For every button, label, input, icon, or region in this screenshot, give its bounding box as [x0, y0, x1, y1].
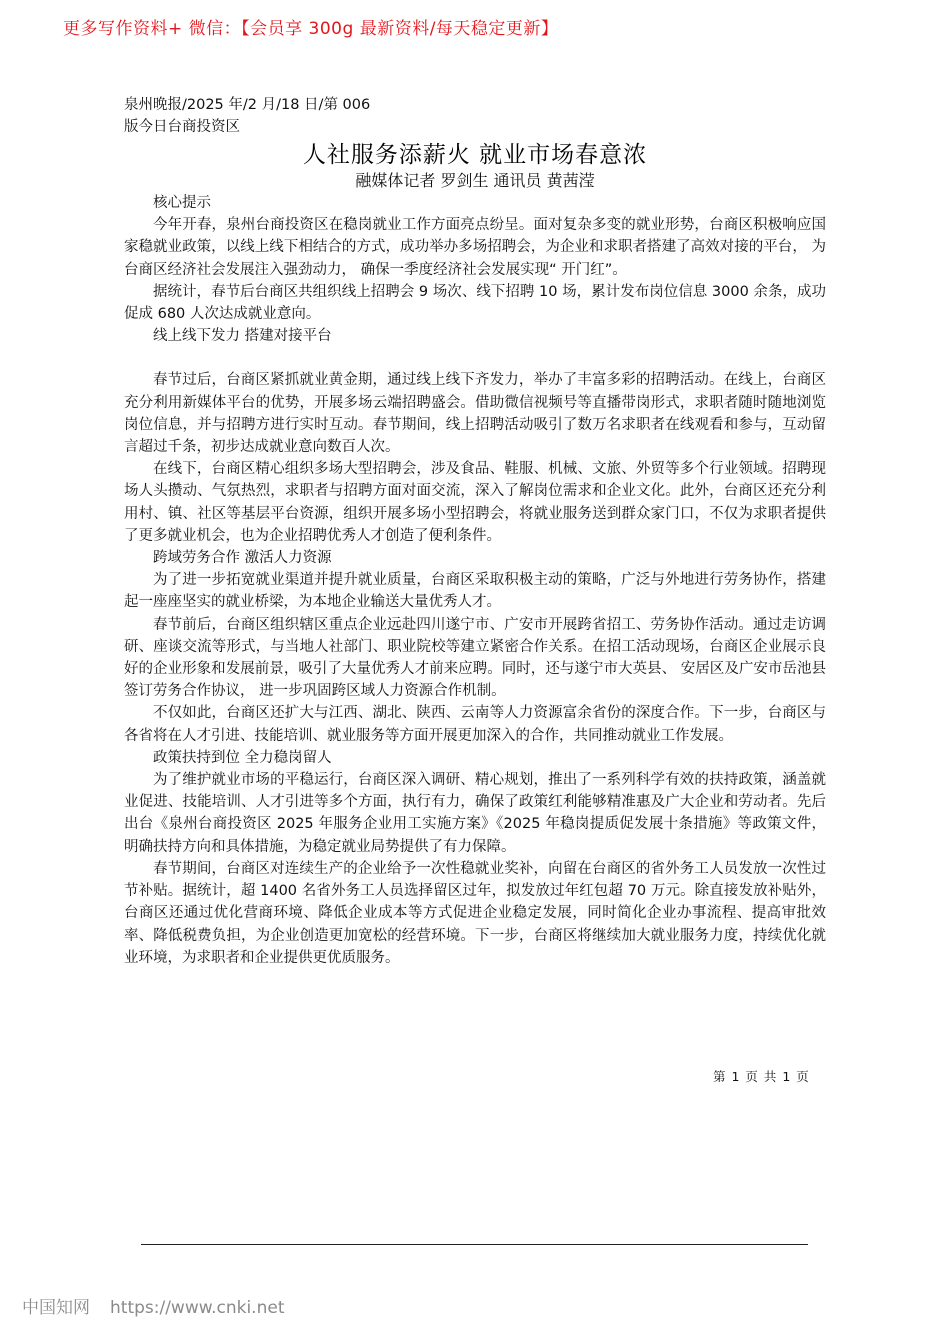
- paragraph: 为了维护就业市场的平稳运行，台商区深入调研、精心规划，推出了一系列科学有效的扶持政策，涵盖就业促进、技能培训、人才引进等多个方面，执行有力，确保了政策红利能够精准惠及广大企业和劳动者。先后出台《泉州台商投资区 2025 年服务企业用工实施方案》《2025 年稳岗提质促发展十条措施》等政策文件，明确扶持方向和具体措施，为稳定就业局势提供了有力保障。: [124, 772, 826, 855]
- page-number: 第 1 页 共 1 页: [713, 1069, 810, 1084]
- article-body: [124, 192, 826, 969]
- source-line: 泉州晚报/2025 年/2 月/18 日/第 006: [124, 97, 371, 113]
- footer-divider: [141, 1244, 808, 1245]
- footer-url[interactable]: https://www.cnki.net: [110, 1298, 285, 1318]
- section-line: 版今日台商投资区: [124, 119, 240, 135]
- section-heading: 政策扶持到位 全力稳岗留人: [153, 749, 332, 766]
- byline: 融媒体记者 罗剑生 通讯员 黄茜滢: [355, 171, 595, 190]
- paragraph: 不仅如此，台商区还扩大与江西、湖北、陕西、云南等人力资源富余省份的深度合作。下一步，台商区与各省将在人才引进、技能培训、就业服务等方面开展更加深入的合作，共同推动就业工作发展。: [124, 705, 826, 744]
- article-title: 人社服务添薪火 就业市场春意浓: [302, 142, 648, 168]
- paragraph: 今年开春，泉州台商投资区在稳岗就业工作方面亮点纷呈。面对复杂多变的就业形势，台商区积极响应国家稳就业政策，以线上线下相结合的方式，成功举办多场招聘会，为企业和求职者搭建了高效对接的平台， 为台商区经济社会发展注入强劲动力， 确保一季度经济社会发展实现“ 开门红”。: [124, 217, 826, 278]
- section-heading: 核心提示: [153, 195, 211, 211]
- paragraph: 为了进一步拓宽就业渠道并提升就业质量，台商区采取积极主动的策略，广泛与外地进行劳务协作，搭建起一座座坚实的就业桥梁，为本地企业输送大量优秀人才。: [124, 572, 826, 611]
- article: [124, 94, 826, 969]
- paragraph: 据统计，春节后台商区共组织线上招聘会 9 场次、线下招聘 10 场，累计发布岗位信息 3000 余条，成功促成 680 人次达成就业意向。: [124, 283, 826, 323]
- paragraph: 在线下，台商区精心组织多场大型招聘会，涉及食品、鞋服、机械、文旅、外贸等多个行业领域。招聘现场人头攒动、气氛热烈，求职者与招聘方面对面交流，深入了解岗位需求和企业文化。此外，台商区还充分利用村、镇、社区等基层平台资源，组织开展多场小型招聘会，将就业服务送到群众家门口，不仅为求职者提供了更多就业机会，也为企业招聘优秀人才创造了便利条件。: [124, 461, 826, 544]
- section-heading: 线上线下发力 搭建对接平台: [153, 328, 332, 345]
- paragraph: 春节前后，台商区组织辖区重点企业远赴四川遂宁市、广安市开展跨省招工、劳务协作活动。通过走访调研、座谈交流等形式，与当地人社部门、职业院校等建立紧密合作关系。在招工活动现场，台商区企业展示良好的企业形象和发展前景，吸引了大量优秀人才前来应聘。同时，还与遂宁市大英县、 安居区及广安市岳池县签订劳务合作协议， 进一步巩固跨区域人力资源合作机制。: [124, 616, 826, 700]
- promo-banner: 更多写作资料+ 微信：【会员享 300g 最新资料/每天稳定更新】: [63, 19, 559, 39]
- footer-site-name: 中国知网: [22, 1298, 90, 1318]
- section-heading: 跨域劳务合作 激活人力资源: [153, 550, 332, 567]
- paragraph: 春节期间，台商区对连续生产的企业给予一次性稳就业奖补，向留在台商区的省外务工人员发放一次性过节补贴。据统计，超 1400 名省外务工人员选择留区过年，拟发放过年红包超 70 万元。除直接发放补贴外，台商区还通过优化营商环境、降低企业成本等方式促进企业稳定发展，同时简化企业办事流程、提高审批效率、降低税费负担，为企业创造更加宽松的经营环境。下一步，台商区将继续加大就业服务力度，持续优化就业环境，为求职者和企业提供更优质服务。: [124, 860, 826, 966]
- paragraph: 春节过后，台商区紧抓就业黄金期，通过线上线下齐发力，举办了丰富多彩的招聘活动。在线上，台商区充分利用新媒体平台的优势，开展多场云端招聘盛会。借助微信视频号等直播带岗形式，求职者随时随地浏览岗位信息，并与招聘方进行实时互动。春节期间，线上招聘活动吸引了数万名求职者在线观看和参与，互动留言超过千条，初步达成就业意向数百人次。: [124, 372, 826, 456]
- spacer: [124, 347, 826, 369]
- footer: [22, 1293, 284, 1318]
